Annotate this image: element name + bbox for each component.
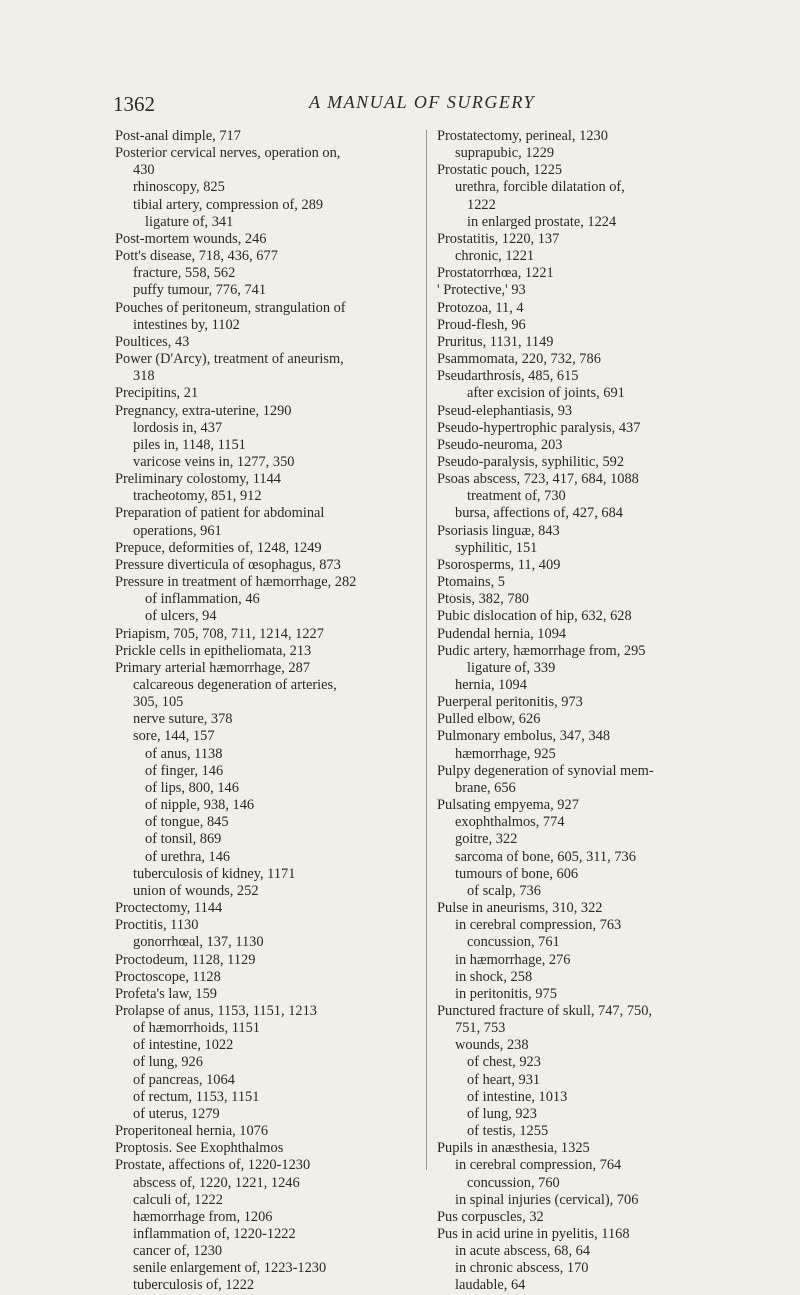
index-entry: of finger, 146 [145,762,224,779]
index-entry: of scalp, 736 [467,882,541,899]
index-entry: nerve suture, 378 [133,711,233,728]
running-header [113,92,713,122]
index-entry: Pus in acid urine in pyelitis, 1168 [437,1226,630,1242]
index-entry: in peritonitis, 975 [455,985,557,1002]
index-entry: sore, 144, 157 [133,728,215,745]
index-entry: Proptosis. See Exophthalmos [115,1140,284,1157]
index-entry: 305, 105 [133,694,184,711]
index-entry: after excision of joints, 691 [467,385,625,402]
index-entry: union of wounds, 252 [133,882,259,899]
index-entry: Pouches of peritoneum, strangulation of [115,299,346,316]
index-column-right [437,128,742,1295]
index-entry: concussion, 761 [467,934,560,951]
index-entry: inflammation of, 1220-1222 [133,1226,296,1242]
index-entry: Posterior cervical nerves, operation on, [115,145,341,162]
index-entry: Prepuce, deformities of, 1248, 1249 [115,539,322,556]
index-entry: treatment of, 730 [467,488,566,505]
index-entry: Punctured fracture of skull, 747, 750, [437,1002,653,1019]
index-entry: of lung, 923 [467,1105,537,1122]
index-entry: Proud-flesh, 96 [437,316,526,333]
index-entry: goitre, 322 [455,831,518,848]
index-entry: Proctoscope, 1128 [115,968,221,985]
index-entry: tumours of bone, 606 [455,865,579,882]
index-entry: 1222 [467,196,496,213]
index-entry: in enlarged prostate, 1224 [467,213,617,230]
index-entry: in cerebral compression, 764 [455,1157,622,1174]
index-entry: operations, 961 [133,522,222,539]
index-entry: Psoas abscess, 723, 417, 684, 1088 [437,471,639,488]
index-entry: in shock, 258 [455,968,533,985]
index-entry: sarcoma of bone, 605, 311, 736 [455,848,636,865]
index-entry: 751, 753 [455,1020,506,1037]
index-entry: Pseudo-paralysis, syphilitic, 592 [437,453,625,470]
index-entry: of ulcers, 94 [145,608,217,625]
index-entry: Post-mortem wounds, 246 [115,230,267,247]
index-entry: of pancreas, 1064 [133,1071,235,1088]
index-entry: 318 [133,368,155,385]
index-entry: wounds, 238 [455,1037,529,1054]
index-entry: of rectum, 1153, 1151 [133,1088,260,1105]
index-column-left [115,128,415,1295]
index-entry: Preparation of patient for abdominal [115,505,325,522]
index-entry: of tongue, 845 [145,814,229,831]
index-entry: Pudic artery, hæmorrhage from, 295 [437,642,646,659]
index-entry: Preliminary colostomy, 1144 [115,471,282,488]
index-entry: Pulmonary embolus, 347, 348 [437,728,611,745]
index-entry: Psoriasis linguæ, 843 [437,522,560,539]
index-entry: Pubic dislocation of hip, 632, 628 [437,608,632,625]
index-entry: Pruritus, 1131, 1149 [437,333,554,350]
index-entry: of chest, 923 [467,1054,541,1071]
index-entry: Pseudo-neuroma, 203 [437,436,563,453]
index-entry: of hæmorrhoids, 1151 [133,1020,260,1037]
index-entry: Prostatorrhœa, 1221 [437,265,554,282]
index-entry: Pupils in anæsthesia, 1325 [437,1140,590,1157]
index-entry: of urethra, 146 [145,848,231,865]
index-entry: calculi of, 1222 [133,1191,223,1208]
index-entry: Protozoa, 11, 4 [437,299,524,316]
index-entry: Psorosperms, 11, 409 [437,556,561,573]
index-entry: Pulsating empyema, 927 [437,797,579,814]
index-entry: ' Protective,' 93 [437,282,526,299]
index-entry: Poultices, 43 [115,333,190,350]
index-entry: bursa, affections of, 427, 684 [455,505,623,522]
index-entry: Prostatitis, 1220, 137 [437,230,560,247]
column-divider [426,130,427,1170]
index-entry: of lips, 800, 146 [145,779,239,796]
index-entry: Prostatic pouch, 1225 [437,162,563,179]
index-entry: Primary arterial hæmorrhage, 287 [115,659,311,676]
index-entry: Pressure in treatment of hæmorrhage, 282 [115,574,357,591]
index-entry: Ptosis, 382, 780 [437,591,529,608]
index-entry: senile enlargement of, 1223-1230 [133,1260,327,1277]
index-entry: varicose veins in, 1277, 350 [133,453,295,470]
index-entry: Proctodeum, 1128, 1129 [115,951,256,968]
index-entry: Prostate, affections of, 1220-1230 [115,1157,311,1174]
index-entry: abscess of, 1220, 1221, 1246 [133,1174,300,1191]
index-entry: Pulpy degeneration of synovial mem- [437,762,654,779]
index-entry: Proctectomy, 1144 [115,900,223,917]
index-entry: of testis, 1255 [467,1123,549,1140]
index-entry: Prostatectomy, perineal, 1230 [437,128,608,144]
running-title: A MANUAL OF SURGERY [309,92,536,112]
index-entry: tuberculosis of kidney, 1171 [133,865,296,882]
index-entry: of intestine, 1013 [467,1088,568,1105]
index-entry: Power (D'Arcy), treatment of aneurism, [115,351,344,368]
index-entry: Pus corpuscles, 32 [437,1208,544,1225]
index-entry: in acute abscess, 68, 64 [455,1243,591,1260]
index-entry: intestines by, 1102 [133,316,240,333]
index-entry: brane, 656 [455,779,516,796]
index-entry: syphilitic, 151 [455,539,538,556]
index-entry: Psammomata, 220, 732, 786 [437,351,601,368]
index-entry: Prickle cells in epitheliomata, 213 [115,642,312,659]
index-entry: of inflammation, 46 [145,591,260,608]
index-entry: in cerebral compression, 763 [455,917,622,934]
index-entry: ligature of, 339 [467,659,556,676]
index-entry: cancer of, 1230 [133,1243,223,1260]
index-entry: in hæmorrhage, 276 [455,951,571,968]
index-entry: lordosis in, 437 [133,419,223,436]
index-entry: Pseudo-hypertrophic paralysis, 437 [437,419,641,436]
index-entry: gonorrhœal, 137, 1130 [133,934,264,951]
index-entry: suprapubic, 1229 [455,145,555,162]
index-entry: of uterus, 1279 [133,1105,220,1122]
index-entry: exophthalmos, 774 [455,814,565,831]
index-entry: Priapism, 705, 708, 711, 1214, 1227 [115,625,324,642]
index-entry: tibial artery, compression of, 289 [133,196,324,213]
index-entry: Profeta's law, 159 [115,985,217,1002]
page-number: 1362 [113,92,155,116]
index-entry: concussion, 760 [467,1174,560,1191]
index-entry: Pulse in aneurisms, 310, 322 [437,900,603,917]
index-entry: Pregnancy, extra-uterine, 1290 [115,402,292,419]
index-entry: Precipitins, 21 [115,385,199,402]
index-entry: Pott's disease, 718, 436, 677 [115,248,278,265]
index-entry: Puerperal peritonitis, 973 [437,694,583,711]
index-entry: chronic, 1221 [455,248,535,265]
index-entry: Pudendal hernia, 1094 [437,625,567,642]
index-entry: rhinoscopy, 825 [133,179,225,196]
index-entry: tracheotomy, 851, 912 [133,488,262,505]
index-entry: calcareous degeneration of arteries, [133,677,337,693]
index-entry: of heart, 931 [467,1071,541,1088]
index-entry: ligature of, 341 [145,213,234,230]
index-entry: of tonsil, 869 [145,831,222,848]
index-entry: laudable, 64 [455,1277,526,1294]
index-entry: Ptomains, 5 [437,574,505,591]
index-entry: Post-anal dimple, 717 [115,128,241,144]
index-entry: piles in, 1148, 1151 [133,436,246,453]
index-entry: tuberculosis of, 1222 [133,1277,255,1294]
index-entry: of intestine, 1022 [133,1037,234,1054]
index-entry: urethra, forcible dilatation of, [455,179,625,196]
index-entry: puffy tumour, 776, 741 [133,282,267,299]
index-entry: hæmorrhage from, 1206 [133,1208,273,1225]
index-entry: 430 [133,162,155,179]
index-entry: in chronic abscess, 170 [455,1260,589,1277]
index-entry: fracture, 558, 562 [133,265,236,282]
index-entry: hernia, 1094 [455,677,527,693]
index-entry: Pseud-elephantiasis, 93 [437,402,573,419]
index-entry: Pulled elbow, 626 [437,711,541,728]
index-entry: of nipple, 938, 146 [145,797,255,814]
index-entry: Pseudarthrosis, 485, 615 [437,368,579,385]
index-entry: Properitoneal hernia, 1076 [115,1123,269,1140]
index-entry: Pressure diverticula of œsophagus, 873 [115,556,341,573]
index-entry: of anus, 1138 [145,745,223,762]
index-entry: Prolapse of anus, 1153, 1151, 1213 [115,1002,317,1019]
index-entry: hæmorrhage, 925 [455,745,556,762]
index-entry: Proctitis, 1130 [115,917,199,934]
index-entry: of lung, 926 [133,1054,203,1071]
index-entry: in spinal injuries (cervical), 706 [455,1191,639,1208]
